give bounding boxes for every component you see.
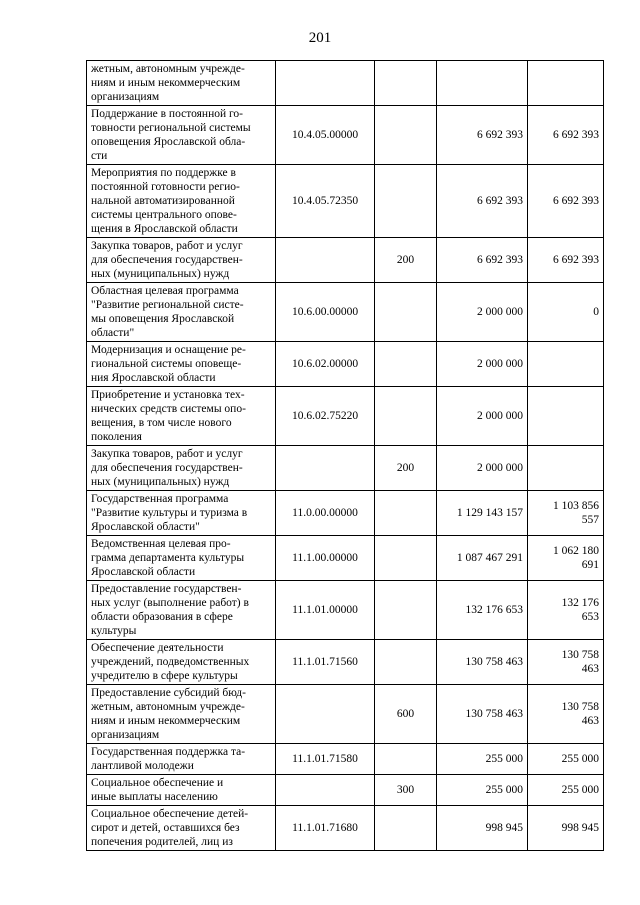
row-sum-second-year: 130 758 463 [528,685,604,744]
row-sum-first-year: 2 000 000 [437,387,528,446]
row-sum-second-year: 0 [528,283,604,342]
row-expense-type [375,165,437,238]
row-sum-second-year: 255 000 [528,744,604,775]
table-row [87,581,604,640]
table-row [87,775,604,806]
row-sum-second-year: 6 692 393 [528,165,604,238]
row-sum-first-year: 255 000 [437,744,528,775]
row-name: Предоставление субсидий бюд- жетным, автономным учрежде- ниям и иным некоммерческим организациям [87,685,276,744]
row-sum-first-year: 998 945 [437,806,528,851]
row-sum-first-year: 255 000 [437,775,528,806]
row-name: Государственная программа "Развитие культуры и туризма в Ярославской области" [87,491,276,536]
row-expense-type: 600 [375,685,437,744]
row-code: 10.4.05.00000 [276,106,375,165]
row-sum-second-year: 1 062 180 691 [528,536,604,581]
table-row [87,685,604,744]
row-expense-type [375,61,437,106]
row-name: Модернизация и оснащение ре- гиональной системы оповеще- ния Ярославской области [87,342,276,387]
table-row [87,806,604,851]
row-code: 11.1.01.71580 [276,744,375,775]
row-code [276,775,375,806]
row-sum-second-year: 6 692 393 [528,238,604,283]
row-code: 10.6.00.00000 [276,283,375,342]
row-name: жетным, автономным учрежде- ниям и иным некоммерческим организациям [87,61,276,106]
row-expense-type: 200 [375,446,437,491]
row-code: 11.1.00.00000 [276,536,375,581]
table-row [87,342,604,387]
row-name: Социальное обеспечение и иные выплаты населению [87,775,276,806]
row-code [276,685,375,744]
table-row [87,106,604,165]
row-name: Закупка товаров, работ и услуг для обеспечения государствен- ных (муниципальных) нужд [87,446,276,491]
row-expense-type [375,640,437,685]
row-expense-type [375,106,437,165]
row-expense-type [375,387,437,446]
row-name: Предоставление государствен- ных услуг (выполнение работ) в области образования в сфере культуры [87,581,276,640]
page-number: 201 [308,30,332,46]
row-name: Приобретение и установка тех- нических средств системы опо- вещения, в том числе нового поколения [87,387,276,446]
row-sum-first-year: 130 758 463 [437,685,528,744]
budget-table [86,60,604,851]
row-code: 10.6.02.75220 [276,387,375,446]
row-expense-type [375,283,437,342]
row-expense-type [375,536,437,581]
table-row [87,387,604,446]
table-row [87,640,604,685]
table-row [87,491,604,536]
row-code [276,61,375,106]
row-expense-type: 200 [375,238,437,283]
row-sum-second-year: 998 945 [528,806,604,851]
table-row [87,61,604,106]
row-name: Ведомственная целевая про- грамма департамента культуры Ярославской области [87,536,276,581]
row-code: 11.0.00.00000 [276,491,375,536]
row-expense-type [375,491,437,536]
row-expense-type [375,581,437,640]
row-sum-first-year: 2 000 000 [437,283,528,342]
row-sum-first-year: 2 000 000 [437,446,528,491]
row-sum-first-year: 6 692 393 [437,165,528,238]
row-name: Закупка товаров, работ и услуг для обеспечения государствен- ных (муниципальных) нужд [87,238,276,283]
row-name: Социальное обеспечение детей- сирот и детей, оставшихся без попечения родителей, лиц из [87,806,276,851]
row-name: Обеспечение деятельности учреждений, подведомственных учредителю в сфере культуры [87,640,276,685]
row-sum-first-year: 130 758 463 [437,640,528,685]
row-sum-second-year: 130 758 463 [528,640,604,685]
row-expense-type [375,342,437,387]
row-sum-second-year: 6 692 393 [528,106,604,165]
row-sum-second-year [528,342,604,387]
row-sum-first-year: 1 129 143 157 [437,491,528,536]
table-row [87,238,604,283]
table-row [87,165,604,238]
row-sum-second-year: 255 000 [528,775,604,806]
row-code [276,238,375,283]
row-code: 10.6.02.00000 [276,342,375,387]
row-sum-second-year [528,387,604,446]
row-sum-first-year: 132 176 653 [437,581,528,640]
row-sum-second-year: 1 103 856 557 [528,491,604,536]
row-code: 11.1.01.00000 [276,581,375,640]
row-sum-second-year [528,61,604,106]
table-row [87,283,604,342]
row-code: 11.1.01.71560 [276,640,375,685]
row-name: Государственная поддержка та- лантливой молодежи [87,744,276,775]
row-sum-second-year [528,446,604,491]
row-sum-first-year [437,61,528,106]
table-row [87,744,604,775]
row-expense-type: 300 [375,775,437,806]
row-sum-first-year: 2 000 000 [437,342,528,387]
row-code [276,446,375,491]
row-code: 11.1.01.71680 [276,806,375,851]
row-code: 10.4.05.72350 [276,165,375,238]
table-row [87,536,604,581]
row-sum-second-year: 132 176 653 [528,581,604,640]
row-name: Поддержание в постоянной го- товности региональной системы оповещения Ярославской обла- сти [87,106,276,165]
table-row [87,446,604,491]
row-expense-type [375,744,437,775]
row-sum-first-year: 6 692 393 [437,106,528,165]
row-expense-type [375,806,437,851]
row-sum-first-year: 6 692 393 [437,238,528,283]
row-sum-first-year: 1 087 467 291 [437,536,528,581]
row-name: Мероприятия по поддержке в постоянной готовности регио- нальной автоматизированной системы центрального опове- щения в Ярославской области [87,165,276,238]
budget-table-body [87,61,604,851]
row-name: Областная целевая программа "Развитие региональной систе- мы оповещения Ярославской области" [87,283,276,342]
